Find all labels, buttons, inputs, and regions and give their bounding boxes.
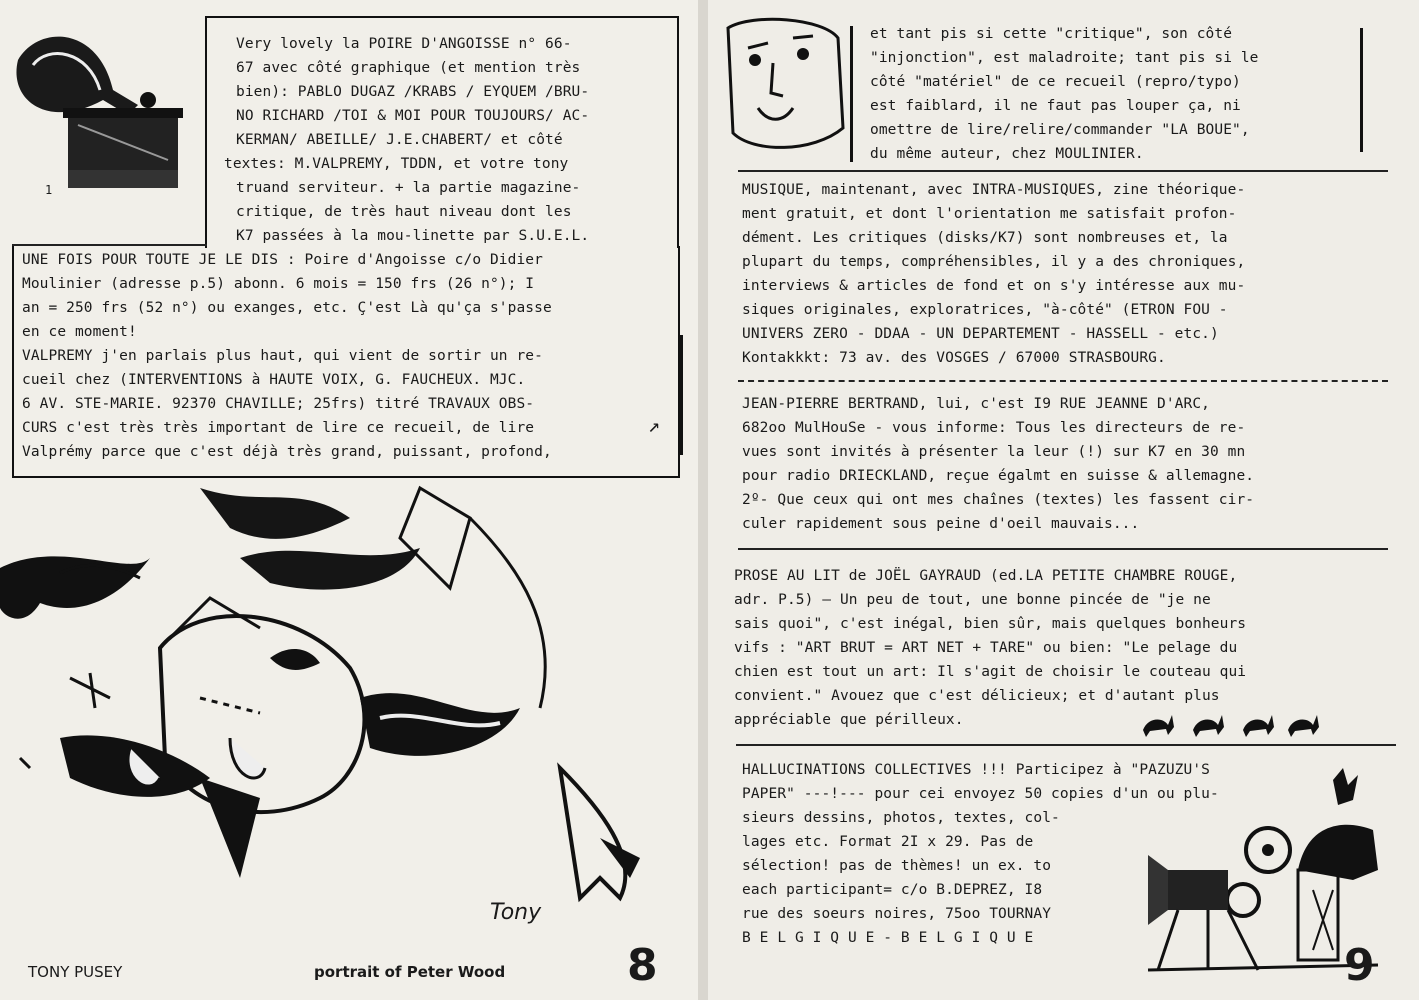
halluc-line-3: sieurs dessins, photos, textes, col- <box>742 810 1060 826</box>
page-number-8: 8 <box>627 940 658 991</box>
halluc-line-6: each participant= c/o B.DEPREZ, I8 <box>742 882 1043 898</box>
bertrand-line-3: vues sont invités à présenter la leur (!) sur K7 en 30 mn <box>742 444 1246 460</box>
review-line-15: cueil chez (INTERVENTIONS à HAUTE VOIX, G. FAUCHEUX. MJC. <box>22 372 526 388</box>
review-line-5: KERMAN/ ABEILLE/ J.E.CHABERT/ et côté <box>236 132 563 148</box>
musique-line-6: siques originales, exploratrices, "à-côté" (ETRON FOU - <box>742 302 1228 318</box>
prose-line-4: vifs : "ART BRUT = ART NET + TARE" ou bien: "Le pelage du <box>734 640 1238 656</box>
review-line-9: K7 passées à la mou-linette par S.U.E.L. <box>236 228 590 244</box>
intro-line-5: omettre de lire/relire/commander "LA BOUE", <box>870 122 1250 138</box>
intro-line-4: est faiblard, il ne faut pas louper ça, ni <box>870 98 1241 114</box>
review-line-10: UNE FOIS POUR TOUTE JE LE DIS : Poire d'Angoisse c/o Didier <box>22 252 543 268</box>
intro-line-3: côté "matériel" de ce recueil (repro/typo) <box>870 74 1241 90</box>
prose-line-2: adr. P.5) — Un peu de tout, une bonne pincée de "je ne <box>734 592 1211 608</box>
left-page <box>0 0 700 1000</box>
musique-line-2: ment gratuit, et dont l'orientation me satisfait profon- <box>742 206 1237 222</box>
prose-line-5: chien est tout un art: Il s'agit de choisir le couteau qui <box>734 664 1247 680</box>
divider-2 <box>738 380 1388 382</box>
review-line-12: an = 250 frs (52 n°) ou exanges, etc. Ç'est Là qu'ça s'passe <box>22 300 552 316</box>
intro-bar-left <box>850 26 853 162</box>
review-line-6: textes: M.VALPREMY, TDDN, et votre tony <box>224 156 569 172</box>
review-line-3: bien): PABLO DUGAZ /KRABS / EYQUEM /BRU- <box>236 84 590 100</box>
credit: TONY PUSEY <box>28 963 123 981</box>
musique-line-4: plupart du temps, compréhensibles, il y a des chroniques, <box>742 254 1246 270</box>
halluc-line-1: HALLUCINATIONS COLLECTIVES !!! Participez à "PAZUZU'S <box>742 762 1210 778</box>
side-bar-mark <box>680 335 683 455</box>
review-line-2: 67 avec côté graphique (et mention très <box>236 60 581 76</box>
prose-line-3: sais quoi", c'est inégal, bien sûr, mais quelques bonheurs <box>734 616 1247 632</box>
review-line-8: critique, de très haut niveau dont les <box>236 204 572 220</box>
artist-signature: Tony <box>490 900 542 925</box>
review-line-7: truand serviteur. + la partie magazine- <box>236 180 581 196</box>
prose-line-7: appréciable que périlleux. <box>734 712 964 728</box>
review-line-11: Moulinier (adresse p.5) abonn. 6 mois = 150 frs (26 n°); I <box>22 276 535 292</box>
page-number-9: 9 <box>1344 940 1375 991</box>
bertrand-line-4: pour radio DRIECKLAND, reçue égalmt en suisse & allemagne. <box>742 468 1255 484</box>
portrait-illustration <box>0 478 690 948</box>
halluc-line-7: rue des soeurs noires, 75oo TOURNAY <box>742 906 1052 922</box>
divider-4 <box>736 744 1396 746</box>
bertrand-line-6: culer rapidement sous peine d'oeil mauvais... <box>742 516 1140 532</box>
intro-line-1: et tant pis si cette "critique", son côté <box>870 26 1233 42</box>
bertrand-line-2: 682oo MulHouSe - vous informe: Tous les directeurs de re- <box>742 420 1246 436</box>
frame-ledge <box>12 244 207 246</box>
right-page <box>708 0 1419 1000</box>
intro-line-2: "injonction", est maladroite; tant pis si le <box>870 50 1259 66</box>
face-sketch <box>713 8 853 158</box>
illustration-caption: portrait of Peter Wood <box>314 963 506 981</box>
musique-line-3: dément. Les critiques (disks/K7) sont nombreuses et, la <box>742 230 1228 246</box>
musique-line-5: interviews & articles de fond et on s'y intéresse aux mu- <box>742 278 1246 294</box>
animals-sketch <box>1138 705 1328 740</box>
bertrand-line-1: JEAN-PIERRE BERTRAND, lui, c'est I9 RUE JEANNE D'ARC, <box>742 396 1210 412</box>
bertrand-line-5: 2º- Que ceux qui ont mes chaînes (textes) les fassent cir- <box>742 492 1255 508</box>
prose-line-6: convient." Avouez que c'est délicieux; et d'autant plus <box>734 688 1220 704</box>
figure-number: 1 <box>45 183 53 197</box>
review-line-1: Very lovely la POIRE D'ANGOISSE n° 66- <box>236 36 572 52</box>
divider-3 <box>738 548 1388 550</box>
musique-line-7: UNIVERS ZERO - DDAA - UN DEPARTEMENT - HASSELL - etc.) <box>742 326 1219 342</box>
end-arrow: ↗ <box>648 413 661 437</box>
halluc-line-2: PAPER" ---!--- pour cei envoyez 50 copies d'un ou plu- <box>742 786 1219 802</box>
intro-line-6: du même auteur, chez MOULINIER. <box>870 146 1144 162</box>
gramophone-illustration <box>8 20 203 200</box>
review-line-17: CURS c'est très très important de lire ce recueil, de lire <box>22 420 535 436</box>
review-line-13: en ce moment! <box>22 324 137 340</box>
prose-line-1: PROSE AU LIT de JOËL GAYRAUD (ed.LA PETITE CHAMBRE ROUGE, <box>734 568 1238 584</box>
halluc-line-8: B E L G I Q U E - B E L G I Q U E <box>742 930 1034 946</box>
review-line-16: 6 AV. STE-MARIE. 92370 CHAVILLE; 25frs) titré TRAVAUX OBS- <box>22 396 535 412</box>
musique-line-8: Kontakkkt: 73 av. des VOSGES / 67000 STRASBOURG. <box>742 350 1166 366</box>
halluc-line-4: lages etc. Format 2I x 29. Pas de <box>742 834 1034 850</box>
halluc-line-5: sélection! pas de thèmes! un ex. to <box>742 858 1052 874</box>
review-line-14: VALPREMY j'en parlais plus haut, qui vient de sortir un re- <box>22 348 543 364</box>
intro-bar-right <box>1360 28 1363 152</box>
divider-1 <box>738 170 1388 172</box>
musique-line-1: MUSIQUE, maintenant, avec INTRA-MUSIQUES, zine théorique- <box>742 182 1246 198</box>
review-line-18: Valprémy parce que c'est déjà très grand, puissant, profond, <box>22 444 552 460</box>
review-line-4: NO RICHARD /TOI & MOI POUR TOUJOURS/ AC- <box>236 108 590 124</box>
